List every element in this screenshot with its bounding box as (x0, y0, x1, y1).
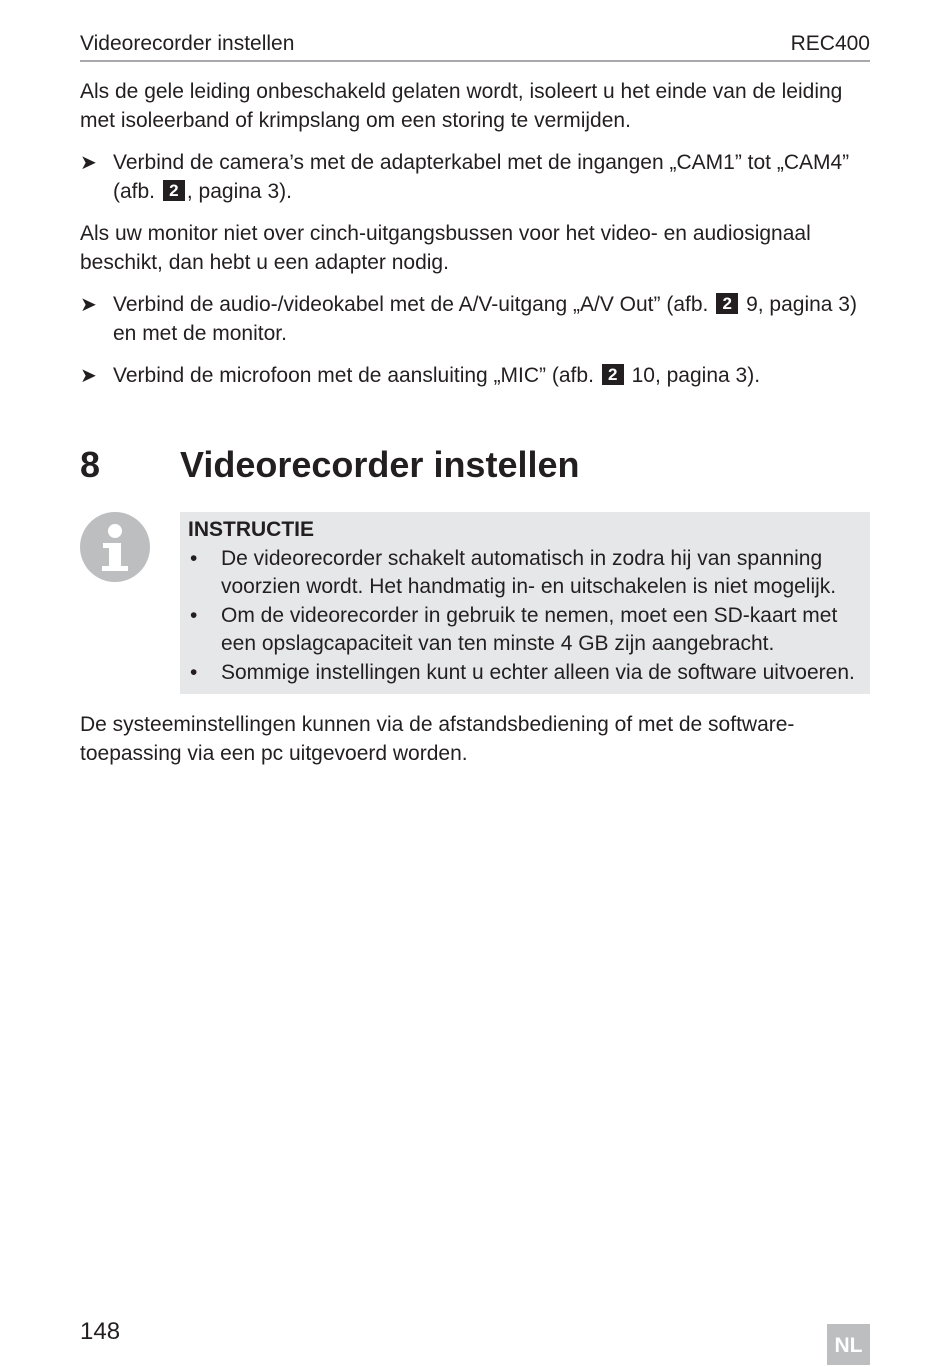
note-heading: INSTRUCTIE (188, 518, 314, 541)
step-text: Verbind de audio-/videokabel met de A/V-uitgang „A/V Out” (afb. (113, 293, 709, 316)
closing-paragraph: De systeeminstellingen kunnen via de afstandsbediening of met de software-toepassing via een pc uitgevoerd worden. (80, 713, 795, 765)
note-list (188, 545, 862, 688)
instruction-step (80, 149, 870, 206)
figure-ref-badge: 2 (602, 364, 624, 385)
chapter-number: 8 (80, 444, 101, 485)
intro-paragraph: Als uw monitor niet over cinch-uitgangsbussen voor het video- en audiosignaal beschikt, dan hebt u een adapter nodig. (80, 222, 811, 274)
note-item-text: De videorecorder schakelt automatisch in zodra hij van spanning voorzien wordt. Het handmatig in- en uitschakelen is niet mogelijk. (221, 546, 837, 598)
info-icon (80, 512, 150, 582)
language-tab: NL (827, 1324, 870, 1365)
figure-ref-badge: 2 (163, 180, 185, 201)
intro-content (80, 78, 870, 405)
chapter-title: Videorecorder instellen (180, 444, 580, 485)
step-text-end: , pagina 3). (186, 179, 292, 203)
note-list-item: • Om de videorecorder in gebruik te nemen, moet een SD-kaart met een opslagcapaciteit van ten minste 4 GB zijn aangebracht. (190, 603, 838, 655)
step-text-end: 10, pagina 3). (631, 364, 761, 387)
arrow-bullet-icon: ➤ (80, 152, 97, 174)
step-text-end: 9, pagina 3) en met de monitor. (113, 293, 857, 345)
instruction-note-box (180, 512, 870, 694)
header-model: REC400 (790, 32, 870, 55)
page-header (80, 30, 870, 62)
step-text: Verbind de microfoon met de aansluiting „MIC” (afb. (113, 364, 594, 387)
step-text: Verbind de camera’s met de adapterkabel met de ingangen „CAM1” tot „CAM4” (afb. (113, 151, 850, 203)
chapter-heading (80, 444, 870, 492)
note-list-item: • Sommige instellingen kunt u echter alleen via de software uitvoeren. (190, 660, 855, 684)
page-number: 148 (80, 1318, 121, 1345)
arrow-bullet-icon: ➤ (80, 294, 97, 316)
note-item-text: Om de videorecorder in gebruik te nemen, moet een SD-kaart met een opslagcapaciteit van ten minste 4 GB zijn aangebracht. (221, 603, 838, 655)
figure-ref-badge: 2 (716, 293, 738, 314)
instruction-step (80, 291, 870, 348)
arrow-bullet-icon: ➤ (80, 365, 97, 387)
instruction-step (80, 362, 870, 391)
note-item-text: Sommige instellingen kunt u echter alleen via de software uitvoeren. (221, 660, 855, 684)
intro-paragraph: Als de gele leiding onbeschakeld gelaten wordt, isoleert u het einde van de leiding met isoleerband of krimpslang om een storing te vermijden. (80, 80, 843, 132)
note-list-item: • De videorecorder schakelt automatisch in zodra hij van spanning voorzien wordt. Het handmatig in- en uitschakelen is niet mogelijk. (190, 546, 837, 598)
header-section-title: Videorecorder instellen (80, 32, 295, 55)
